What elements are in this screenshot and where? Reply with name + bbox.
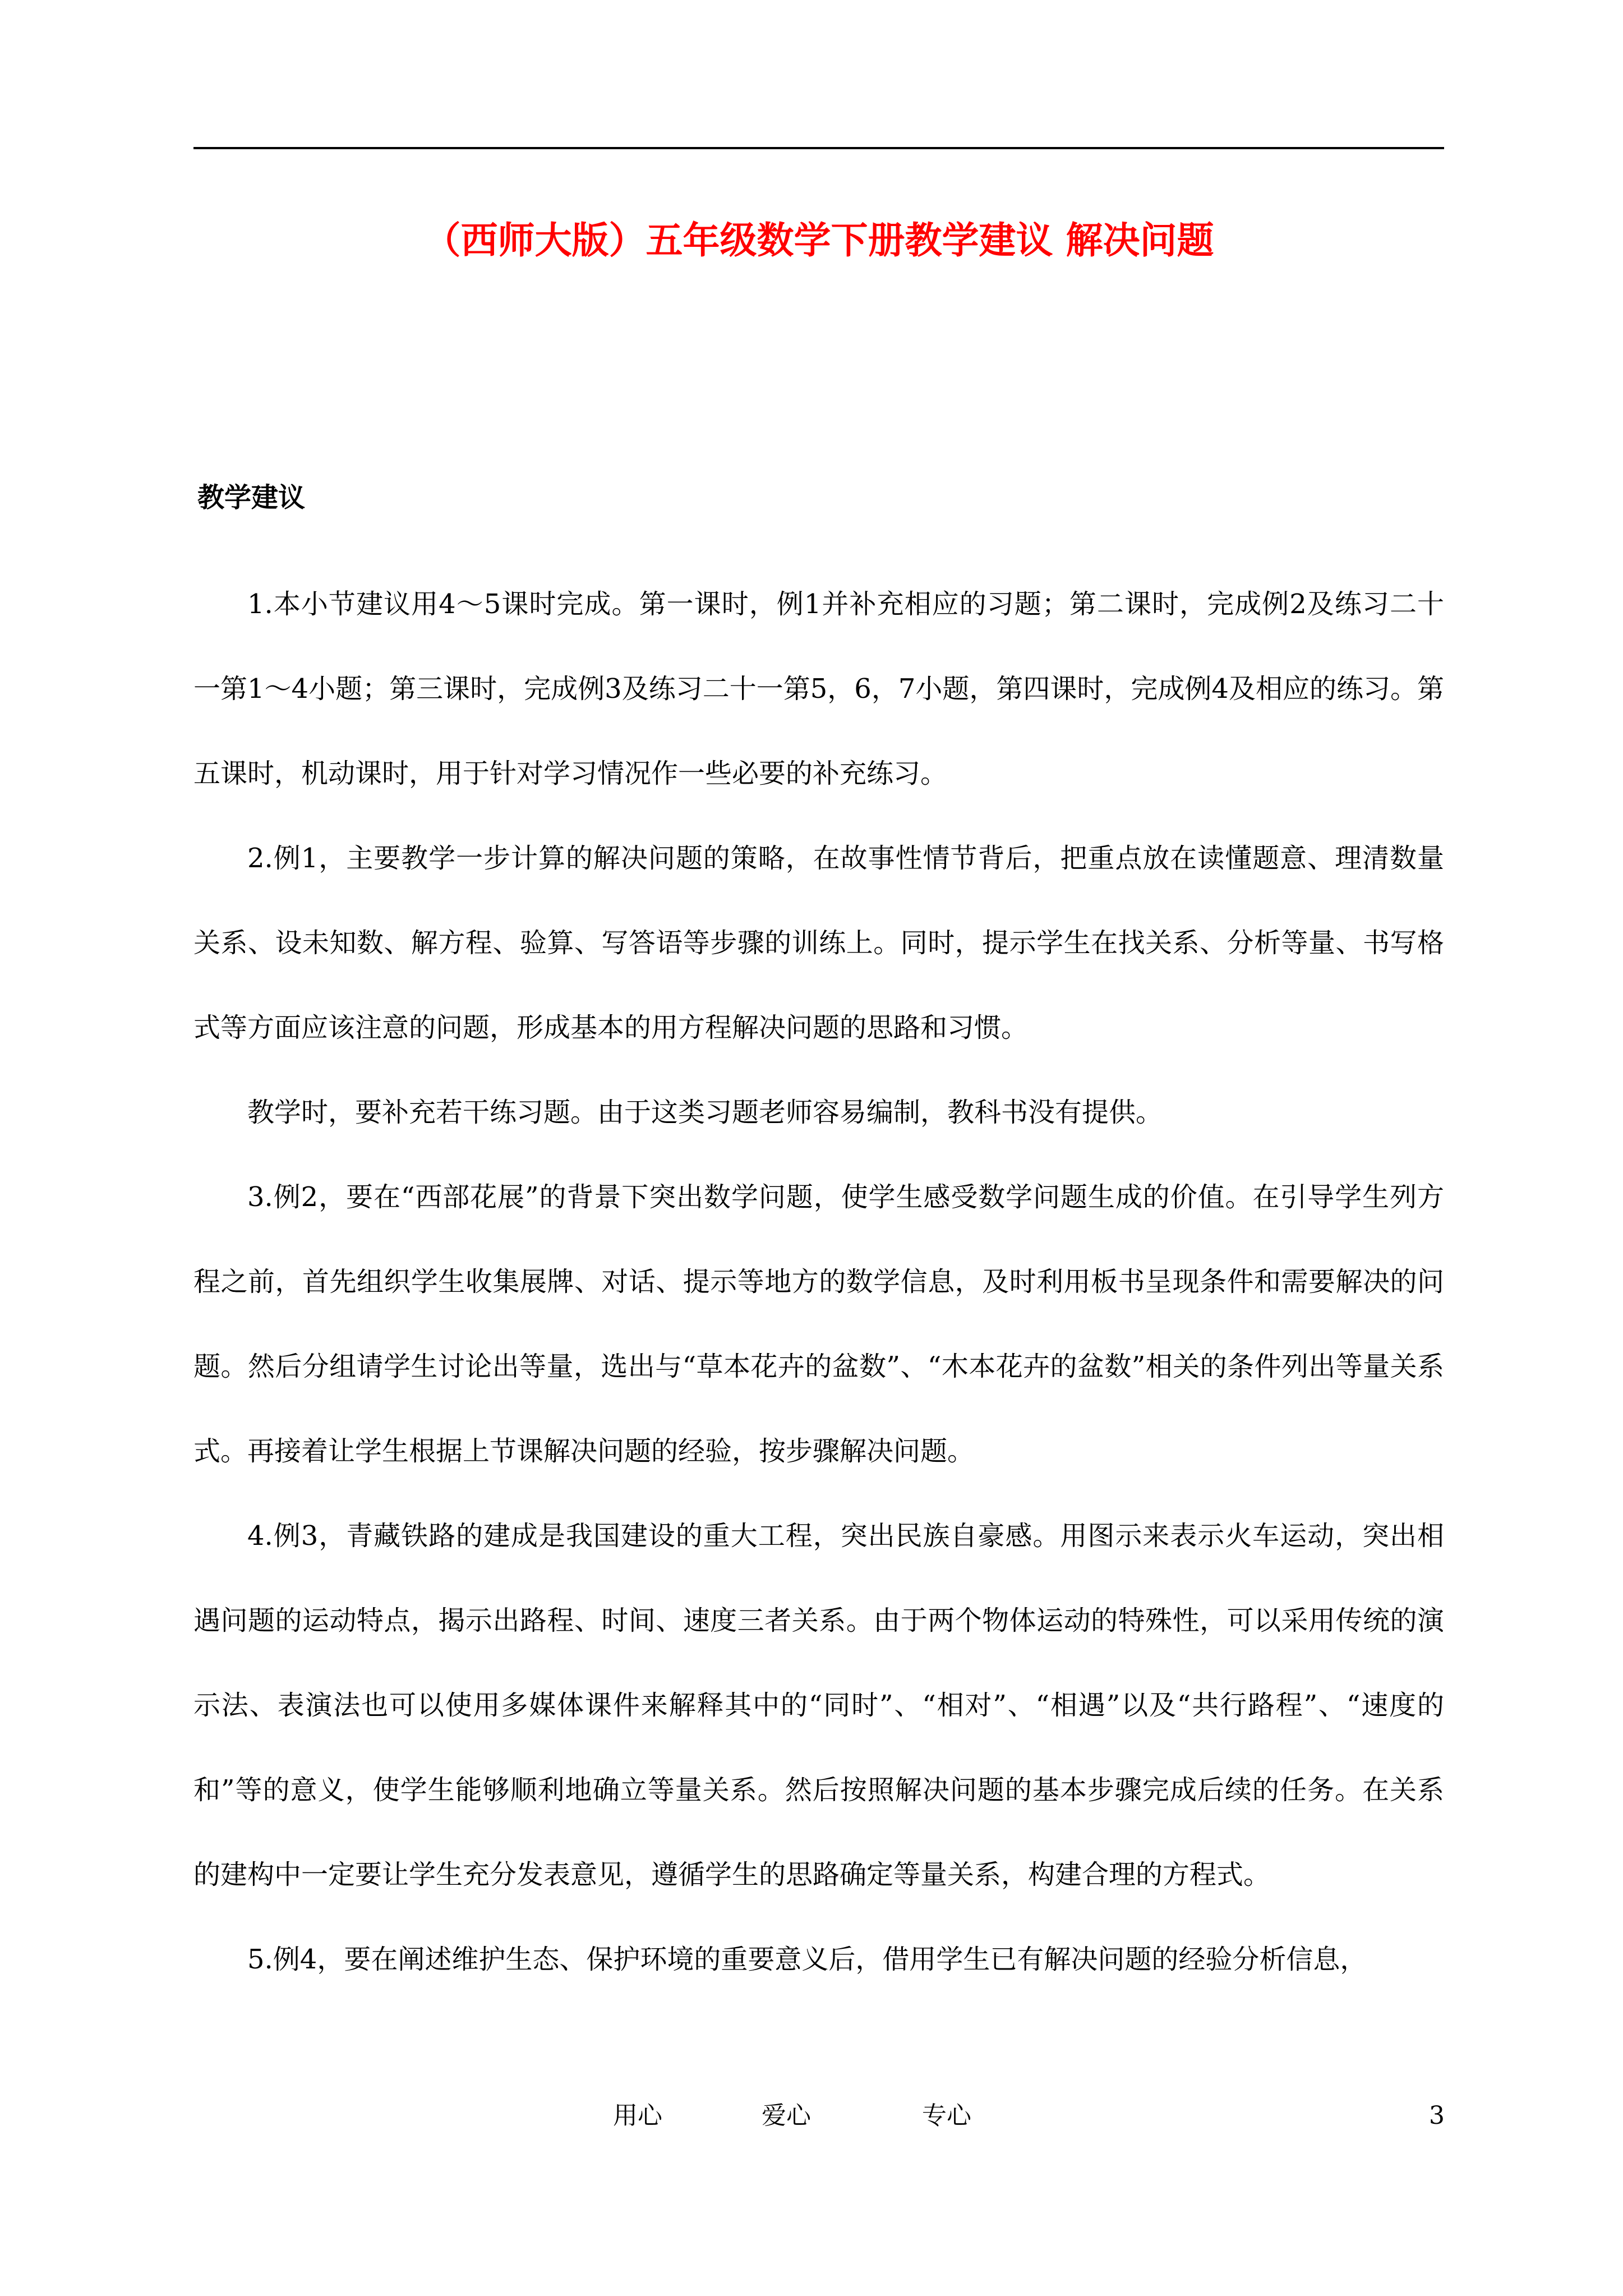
document-title: （西师大版）五年级数学下册教学建议 解决问题 [423, 218, 1214, 262]
page-number: 3 [1429, 2101, 1445, 2130]
footer-motto-3: 专心 [922, 2101, 971, 2130]
section-heading: 教学建议 [197, 482, 306, 513]
document-body [193, 562, 1444, 2002]
footer-motto-2: 爱心 [762, 2101, 811, 2130]
paragraph-5: 4.例3，青藏铁路的建成是我国建设的重大工程，突出民族自豪感。用图示来表示火车运动，突出相遇问题的运动特点，揭示出路程、时间、速度三者关系。由于两个物体运动的特殊性，可以采用传统的演示法、表演法也可以使用多媒体课件来解释其中的“同时”、“相对”、“相遇”以及“共行路程”、“速度的和”等的意义，使学生能够顺利地确立等量关系。然后按照解决问题的基本步骤完成后续的任务。在关系的建构中一定要让学生充分发表意见，遵循学生的思路确定等量关系，构建合理的方程式。 [193, 1520, 1444, 1890]
paragraph-4: 3.例2，要在“西部花展”的背景下突出数学问题，使学生感受数学问题生成的价值。在引导学生列方程之前，首先组织学生收集展牌、对话、提示等地方的数学信息，及时利用板书呈现条件和需要解决的问题。然后分组请学生讨论出等量，选出与“草本花卉的盆数”、“木本花卉的盆数”相关的条件列出等量关系式。再接着让学生根据上节课解决问题的经验，按步骤解决问题。 [193, 1181, 1444, 1467]
paragraph-2: 2.例1，主要教学一步计算的解决问题的策略，在故事性情节背后，把重点放在读懂题意、理清数量关系、设未知数、解方程、验算、写答语等步骤的训练上。同时，提示学生在找关系、分析等量、书写格式等方面应该注意的问题，形成基本的用方程解决问题的思路和习惯。 [193, 843, 1444, 1043]
paragraph-6: 5.例4，要在阐述维护生态、保护环境的重要意义后，借用学生已有解决问题的经验分析信息， [247, 1944, 1367, 1975]
paragraph-1: 1.本小节建议用4～5课时完成。第一课时，例1并补充相应的习题；第二课时，完成例2及练习二十一第1～4小题；第三课时，完成例3及练习二十一第5，6，7小题，第四课时，完成例4及相应的练习。第五课时，机动课时，用于针对学习情况作一些必要的补充练习。 [193, 588, 1444, 789]
header-rule [193, 147, 1444, 149]
paragraph-3: 教学时，要补充若干练习题。由于这类习题老师容易编制，教科书没有提供。 [247, 1097, 1163, 1128]
footer-motto-1: 用心 [613, 2101, 662, 2130]
